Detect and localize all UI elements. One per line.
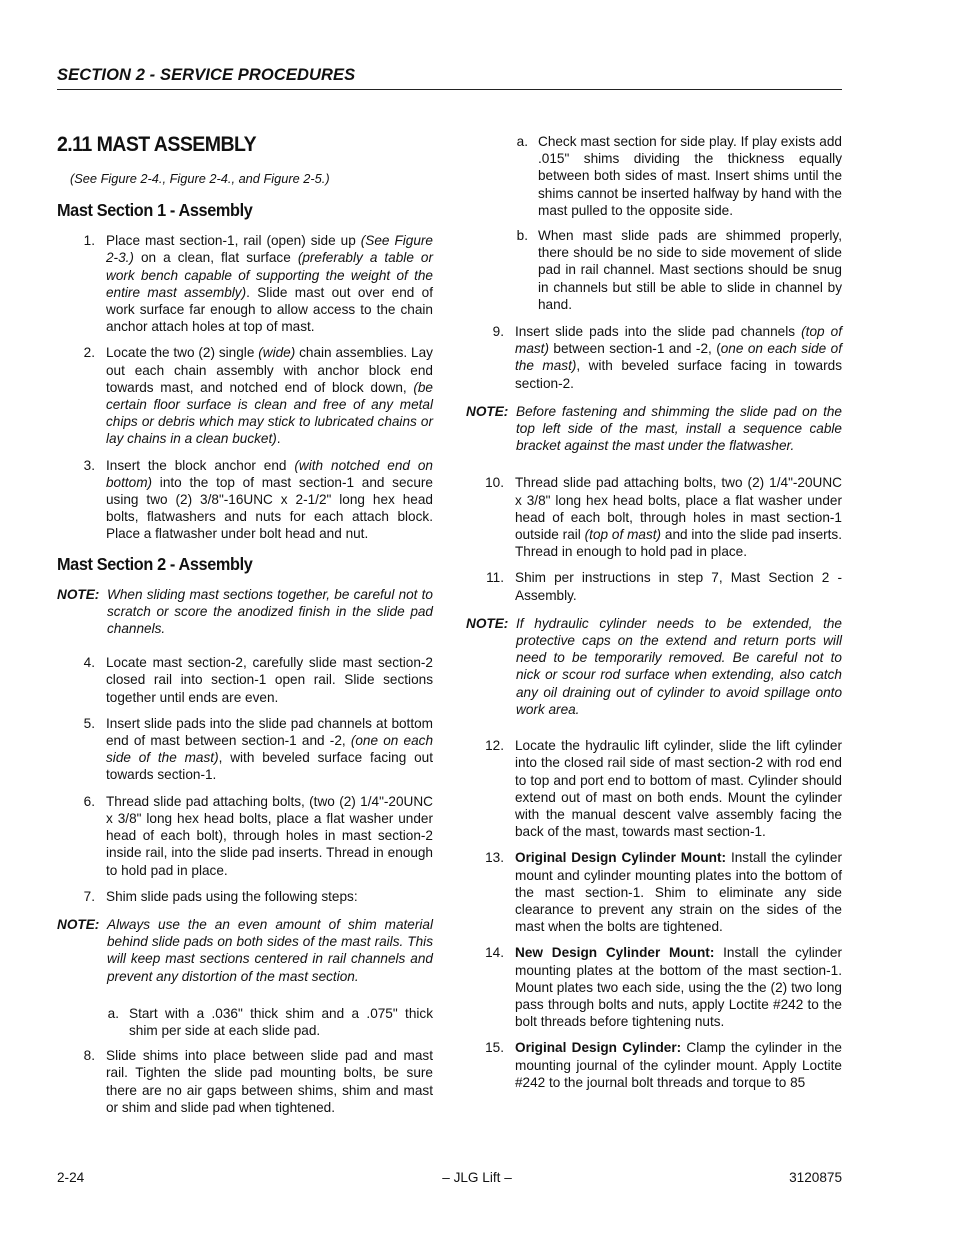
step-6: [57, 793, 433, 879]
step-text: Locate the hydraulic lift cylinder, slide the lift cylinder into the closed rail side of mast section-2 with rod end to top and port end to bottom of mast. Cylinder should extend out of mast on both ends. Mount the cylinder with the manual descent valve assembly facing the back of the mast, towards mast section-1.: [515, 738, 842, 840]
note-text: If hydraulic cylinder needs to be extended, the protective caps on the extend and return ports will need to be temporarily removed. Be careful not to nick or scour rod surface when extending, also catch any oil draining out of cylinder to avoid spillage onto work area.: [516, 615, 842, 717]
step-12: [466, 737, 842, 840]
left-column: [57, 133, 433, 1125]
mast1-title: Mast Section 1 - Assembly: [57, 200, 253, 221]
step-number: 6.: [83, 793, 95, 809]
header-rule: [57, 89, 842, 90]
step-text: Slide shims into place between slide pad and mast rail. Tighten the slide pad mounting bolts, be sure there are no air gaps between shims, shim and mast or shim and slide pad when tightened.: [106, 1048, 433, 1115]
substep-label: a.: [107, 1005, 119, 1021]
step-number: 8.: [83, 1048, 95, 1064]
page-number: 2-24: [57, 1170, 85, 1185]
step-10: [466, 474, 842, 560]
step-text: Insert slide pads into the slide pad channels at bottom end of mast between section-1 and -2, (one on each side of the mast), with beveled surface facing out towards section-1.: [106, 715, 434, 783]
note-text: Always use the an even amount of shim material behind slide pads on both sides of the mast rails. This will keep mast sections centered in rail channels and prevent any distortion of the mast section.: [107, 916, 433, 984]
step-5: [57, 715, 433, 784]
step-text: Insert slide pads into the slide pad channels (top of mast) between section-1 and -2, (one on each side of the mast), with beveled surface facing in towards section-2.: [515, 324, 843, 391]
step-13: [466, 849, 842, 935]
substep-label: b.: [516, 228, 528, 244]
step-3: [57, 457, 433, 543]
note: [466, 615, 842, 718]
substep-text: When mast slide pads are shimmed properly, there should be no side to side movement of slide pad in rail channel. Mast sections should be snug in channels but still be able to slide in channel by hand.: [538, 228, 842, 312]
step-text: Locate mast section-2, carefully slide mast section-2 closed rail into section-1 open rail. Slide sections together until ends are even.: [106, 655, 433, 705]
note: [57, 586, 433, 638]
step-text: Thread slide pad attaching bolts, two (2) 1/4"-20UNC x 3/8" long hex head bolts, place a flat washer under head of each bolt, through holes in mast section-1 outside rail (top of mast) and into the slide pad inserts. Thread in enough to hold pad in place.: [515, 475, 843, 560]
note: [466, 403, 842, 455]
section-title: 2.11 MAST ASSEMBLY: [57, 133, 257, 156]
step-text: Shim per instructions in step 7, Mast Section 2 - Assembly.: [515, 570, 842, 603]
step-number: 1.: [83, 233, 95, 249]
note-label: NOTE:: [57, 586, 100, 602]
substep-label: a.: [516, 134, 528, 149]
step-15: [466, 1039, 842, 1091]
step-number: 15.: [485, 1040, 504, 1056]
step-text: Insert the block anchor end (with notched end on bottom) into the top of mast section-1 and secure using two (2) 3/8"-16UNC x 2-1/2" long hex head bolts, flatwashers and nuts for each attach block. Place a flatwasher under bolt head and nut.: [106, 457, 433, 542]
step-text: Thread slide pad attaching bolts, (two (2) 1/4"-20UNC x 3/8" long hex head bolts, place a flat washer under head of each bolt), through holes in mast section-2 inside rail, into the slide pad inserts. Thread in enough to hold pad in place.: [106, 793, 433, 878]
right-column: [466, 133, 842, 1100]
step-number: 11.: [486, 570, 504, 586]
step-number: 7.: [83, 888, 95, 904]
figure-reference: (See Figure 2-4., Figure 2-4., and Figure 2-5.): [70, 171, 330, 186]
substep-a: [57, 1005, 433, 1039]
note-label: NOTE:: [466, 403, 509, 419]
step-text: New Design Cylinder Mount: Install the cylinder mounting plates at the bottom of the mast section-1. Mount plates two each side, using the the (2) two long pass through bolts and nuts, apply Loctite #242 to the bolt threads before tightening nuts.: [515, 945, 842, 1030]
step-8: [57, 1047, 433, 1116]
step-number: 10.: [485, 475, 504, 491]
step-2: [57, 344, 433, 447]
step-11: [466, 569, 842, 603]
step-number: 5.: [83, 715, 95, 731]
step-14: [466, 944, 842, 1030]
step-number: 4.: [83, 655, 95, 671]
step-4: [57, 654, 433, 706]
substep-b: [466, 227, 842, 313]
step-number: 3.: [83, 457, 95, 473]
step-number: 14.: [485, 945, 504, 961]
footer-brand: – JLG Lift –: [442, 1170, 512, 1185]
step-9: [466, 323, 842, 392]
substep-text: Start with a .036" thick shim and a .075" thick shim per side at each slide pad.: [129, 1005, 433, 1038]
note-label: NOTE:: [57, 916, 100, 932]
step-number: 9.: [492, 324, 504, 340]
note: [57, 916, 433, 985]
note-label: NOTE:: [466, 615, 509, 631]
step-number: 2.: [83, 345, 95, 361]
step-text: Shim slide pads using the following steps:: [106, 888, 358, 904]
step-number: 13.: [485, 850, 504, 866]
step-text: Original Design Cylinder Mount: Install the cylinder mount and cylinder mounting plates into the bottom of the mast section-1. Shim to eliminate any side clearance to prevent any strain on the sides of the mast when the bolts are tightened.: [515, 850, 842, 935]
document-number: 3120875: [789, 1170, 842, 1185]
step-7: [57, 888, 433, 905]
note-text: When sliding mast sections together, be careful not to scratch or score the anodized finish in the slide pad channels.: [107, 586, 433, 637]
step-1: [57, 232, 433, 335]
step-text: Place mast section-1, rail (open) side up (See Figure 2-3.) on a clean, flat surface (preferably a table or work bench capable of supporting the weight of the entire mast assembly). Slide mast out over end of work surface far enough to allow access to the chain anchor attach holes at top of mast.: [106, 233, 434, 335]
substep-a: [466, 133, 842, 219]
step-number: 12.: [485, 738, 504, 754]
step-text: Locate the two (2) single (wide) chain assemblies. Lay out each chain assembly with anchor block end towards mast, and notched end of block down, (be certain floor surface is clean and free of any metal chips or debris which may stick to lubricated chains or lay chains in a clean bucket).: [106, 345, 433, 447]
note-text: Before fastening and shimming the slide pad on the top left side of the mast, install a sequence cable bracket against the mast under the flatwasher.: [516, 403, 842, 454]
substep-text: Check mast section for side play. If play exists add .015" shims dividing the thickness equally between both sides of mast. Insert shims until the shims cannot be inserted halfway by hand with the mast pulled to the opposite side.: [538, 134, 842, 218]
mast2-title: Mast Section 2 - Assembly: [57, 553, 253, 574]
step-text: Original Design Cylinder: Clamp the cylinder in the mounting journal of the cylinder mount. Apply Loctite #242 to the journal bolt threads and torque to 85: [515, 1040, 842, 1090]
section-header: SECTION 2 - SERVICE PROCEDURES: [57, 66, 356, 84]
